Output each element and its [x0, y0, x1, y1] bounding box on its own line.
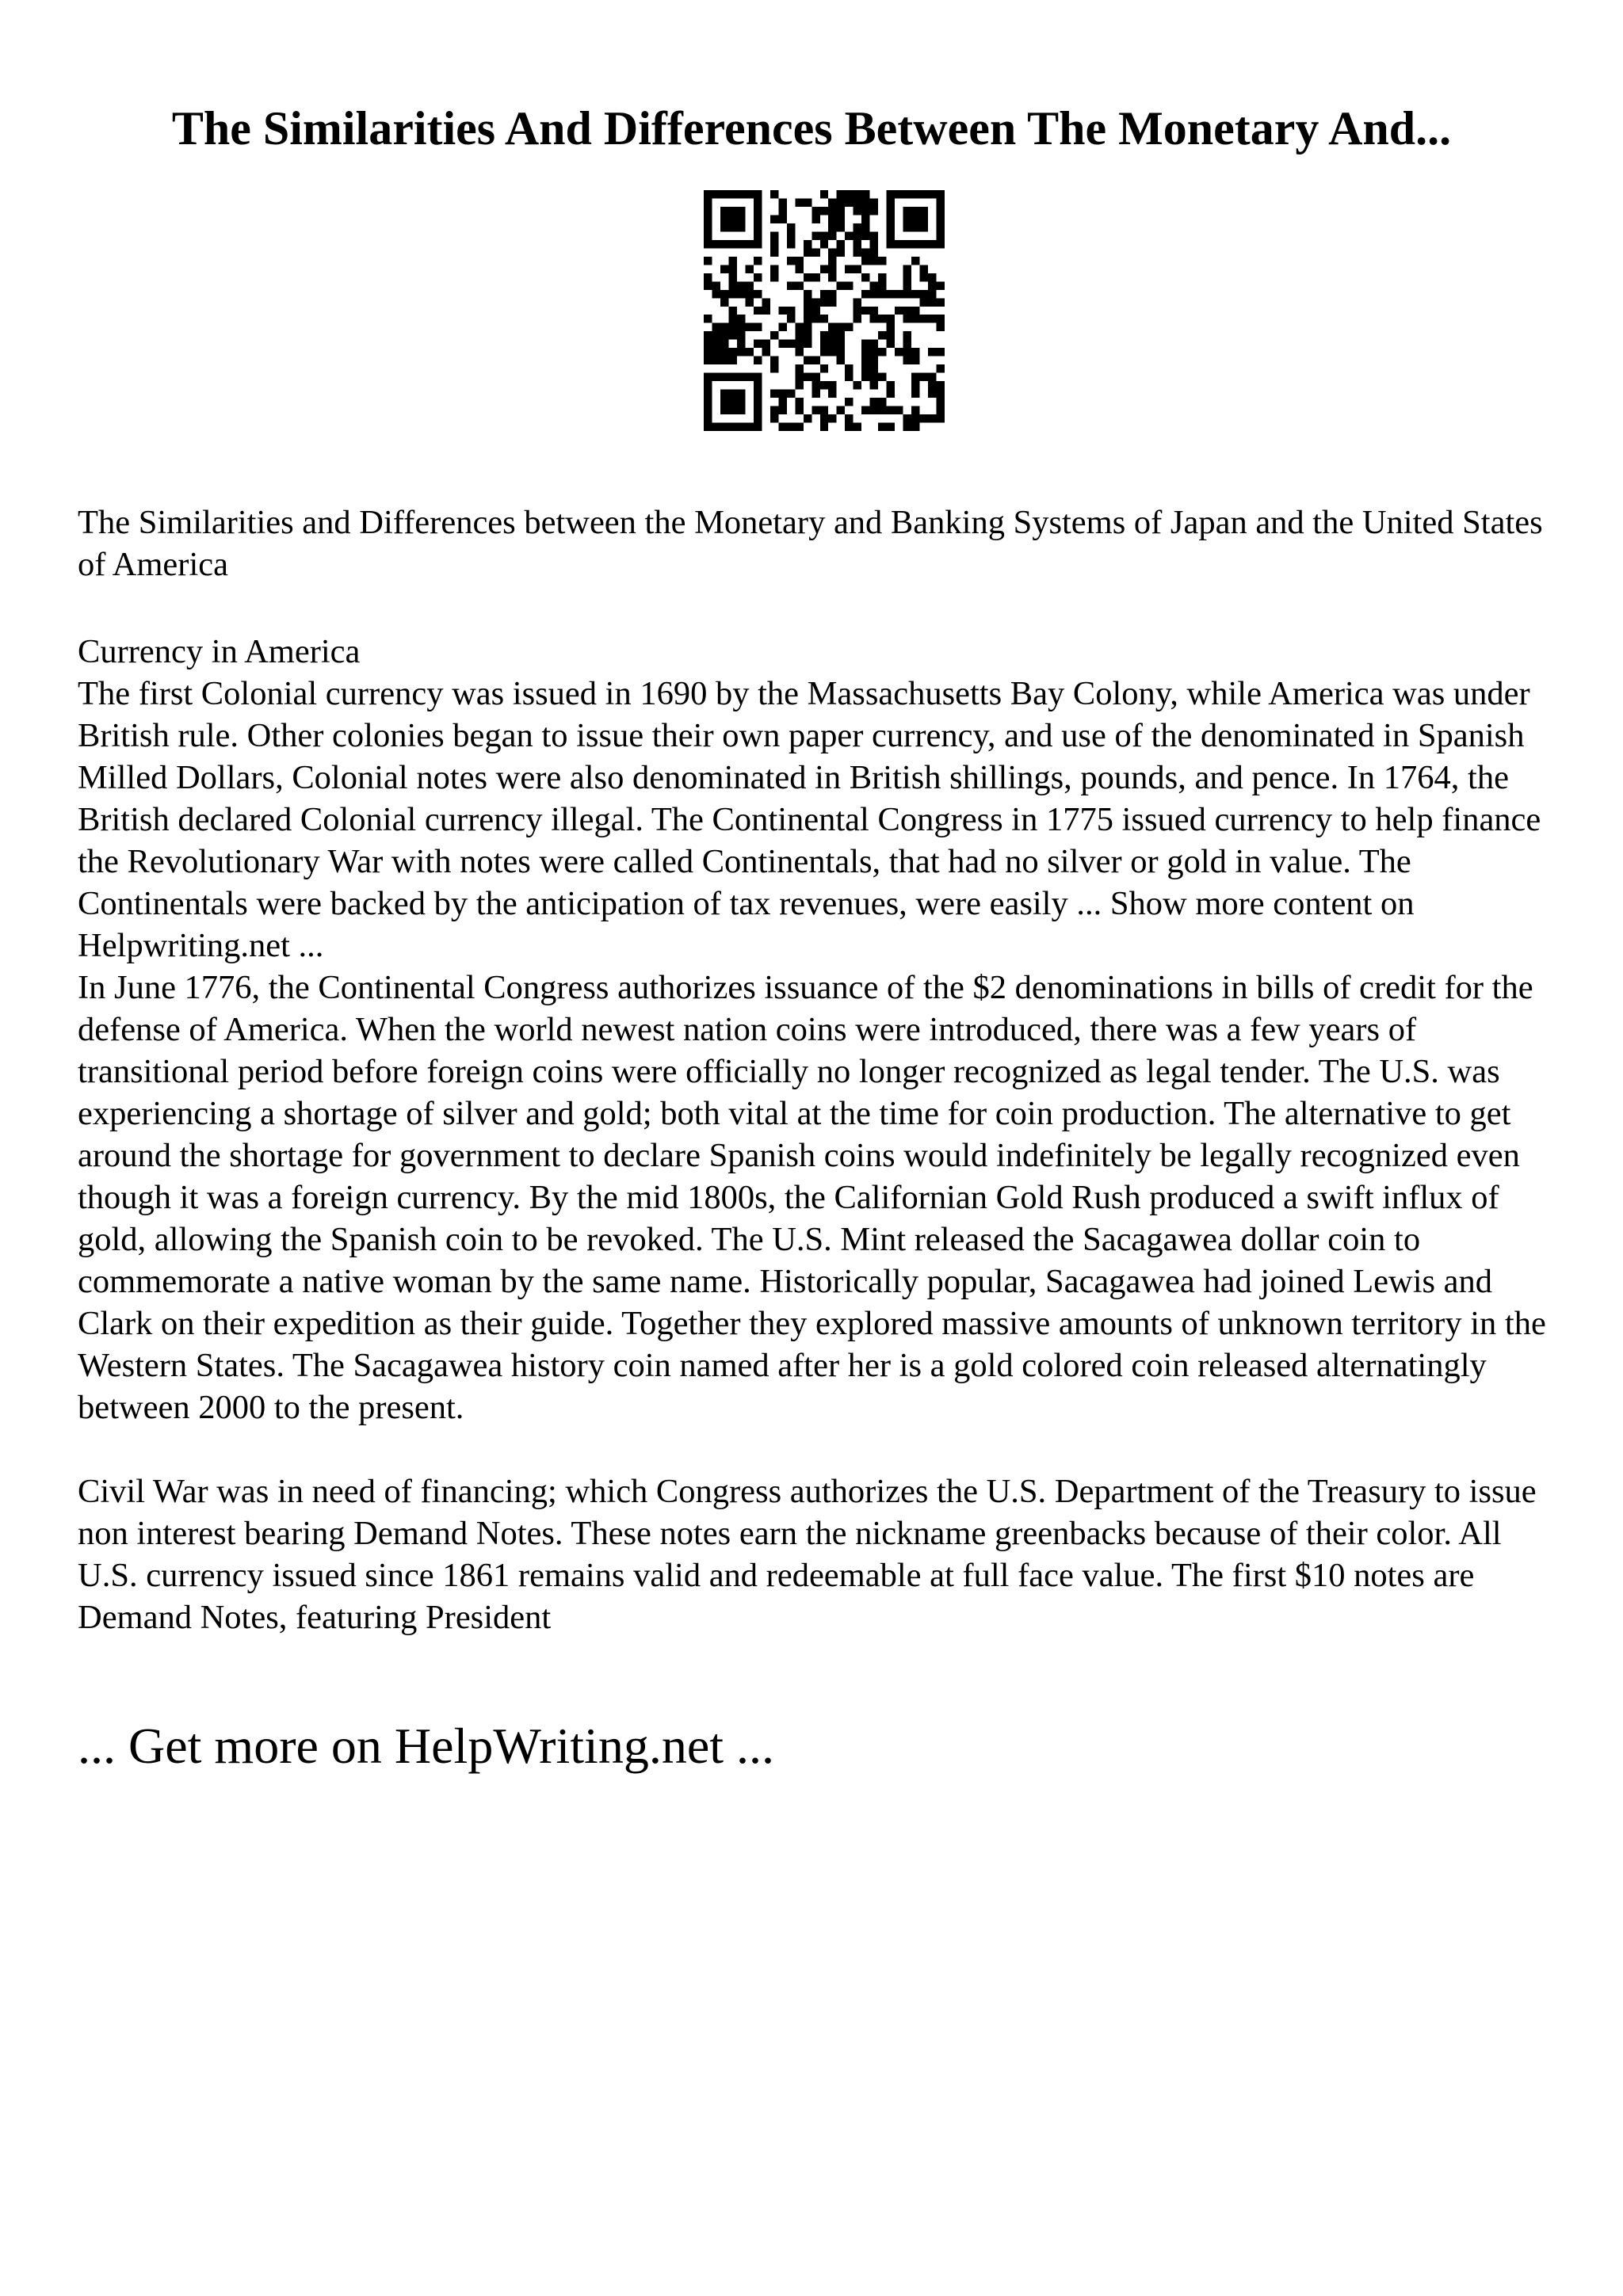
section-heading: Currency in America	[78, 633, 361, 670]
document-subtitle: The Similarities and Differences between the Monetary and Banking Systems of Japan and the United States of America	[78, 504, 1543, 583]
paragraph-colonial-currency: The first Colonial currency was issued in 1690 by the Massachusetts Bay Colony, while America was under British rule. Other colonies began to issue their own paper currency, and use of the denominated in Spanish Milled Dollars, Colonial notes were also denominated in British shillings, pounds, and pence. In 1764, the British declared Colonial currency illegal. The Continental Congress in 1775 issued currency to help finance the Revolutionary War with notes were called Continentals, that had no silver or gold in value. The Continentals were backed by the anticipation of tax revenues, were easily ... Show more content on Helpwriting.net ...	[78, 675, 1541, 964]
page-title: The Similarities And Differences Between The Monetary And...	[171, 102, 1452, 154]
qr-code-icon[interactable]	[704, 190, 945, 431]
get-more-link[interactable]: ... Get more on HelpWriting.net ...	[78, 1718, 774, 1774]
paragraph-continental-congress: In June 1776, the Continental Congress authorizes issuance of the $2 denominations in bills of credit for the defense of America. When the world newest nation coins were introduced, there was a few years of transitional period before foreign coins were officially no longer recognized as legal tender. The U.S. was experiencing a shortage of silver and gold; both vital at the time for coin production. The alternative to get around the shortage for government to declare Spanish coins would indefinitely be legally recognized even though it was a foreign currency. By the mid 1800s, the Californian Gold Rush produced a swift influx of gold, allowing the Spanish coin to be revoked. The U.S. Mint released the Sacagawea dollar coin to commemorate a native woman by the same name. Historically popular, Sacagawea had joined Lewis and Clark on their expedition as their guide. Together they explored massive amounts of unknown territory in the Western States. The Sacagawea history coin named after her is a gold colored coin released alternatingly between 2000 to the present.	[78, 969, 1546, 1426]
paragraph-civil-war: Civil War was in need of financing; which Congress authorizes the U.S. Department of the Treasury to issue non interest bearing Demand Notes. These notes earn the nickname greenbacks because of their color. All U.S. currency issued since 1861 remains valid and redeemable at full face value. The first $10 notes are Demand Notes, featuring President	[78, 1473, 1537, 1636]
